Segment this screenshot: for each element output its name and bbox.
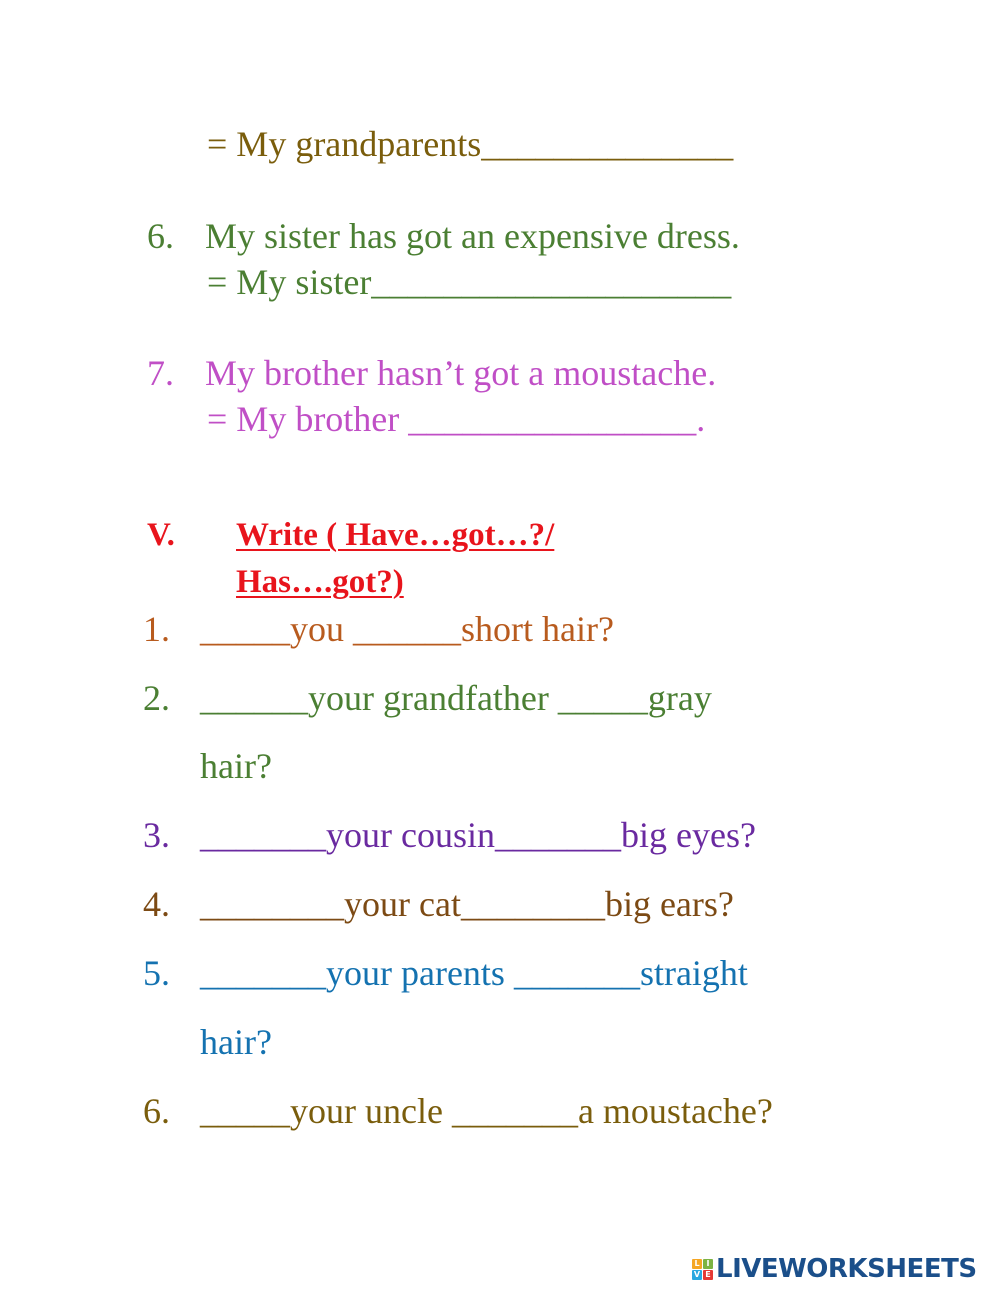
section5-item2-text: ______your grandfather _____gray [200, 678, 712, 718]
logo-tile-v: V [693, 1269, 701, 1279]
item6-answer-line: = My sister____________________ [207, 262, 732, 302]
logo-tile-i: I [703, 1259, 713, 1269]
item6-number: 6. [147, 216, 174, 256]
section5-title-line1: Write ( Have…got…?/ [236, 517, 555, 553]
item7-answer-line: = My brother ________________. [207, 399, 706, 439]
section5-item1-text: _____you ______short hair? [200, 609, 614, 649]
section5-item3-text: _______your cousin_______big eyes? [200, 815, 756, 855]
liveworksheets-logo-icon [692, 1259, 713, 1280]
section5-item6-number: 6. [143, 1091, 170, 1131]
section5-title-line2: Has….got?) [236, 564, 404, 600]
item7-sentence: My brother hasn’t got a moustache. [205, 353, 717, 393]
section5-item1-number: 1. [143, 609, 170, 649]
section5-item5-text-continued: hair? [200, 1022, 272, 1062]
section5-item4-text: ________your cat________big ears? [200, 884, 734, 924]
section5-item4-number: 4. [143, 884, 170, 924]
section5-item5-number: 5. [143, 953, 170, 993]
section5-number: V. [147, 517, 175, 553]
item7-number: 7. [147, 353, 174, 393]
item5-answer-line: = My grandparents______________ [207, 124, 734, 164]
section5-item2-text-continued: hair? [200, 746, 272, 786]
liveworksheets-logo [692, 1253, 977, 1285]
section5-item5-text: _______your parents _______straight [200, 953, 748, 993]
item6-sentence: My sister has got an expensive dress. [205, 216, 740, 256]
liveworksheets-logo-text: LIVEWORKSHEETS [716, 1254, 977, 1284]
logo-tile-l: L [692, 1259, 702, 1269]
section5-item3-number: 3. [143, 815, 170, 855]
section5-item2-number: 2. [143, 678, 170, 718]
section5-item6-text: _____your uncle _______a moustache? [200, 1091, 773, 1131]
logo-tile-e: E [703, 1270, 713, 1280]
